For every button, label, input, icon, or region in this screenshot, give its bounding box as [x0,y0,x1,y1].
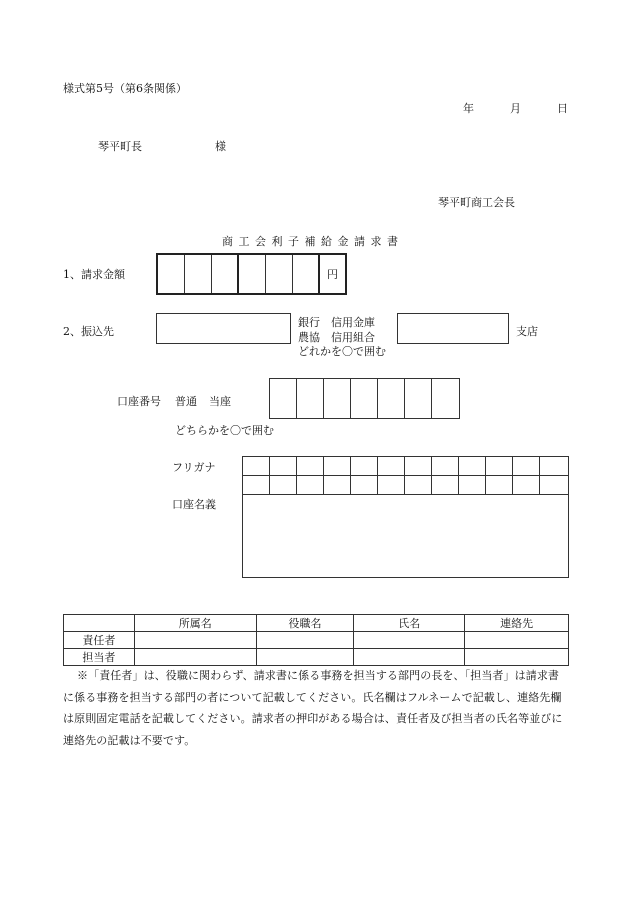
furigana-cell[interactable] [270,476,297,494]
account-holder-field[interactable] [242,494,569,578]
issuer-name: 琴平町商工会長 [438,196,515,209]
furigana-cell[interactable] [459,457,486,475]
bank-name-field[interactable] [156,313,291,344]
contact-header-department: 所属名 [134,615,256,632]
branch-label: 支店 [516,325,538,338]
furigana-label: フリガナ [172,461,216,474]
furigana-cell[interactable] [432,476,459,494]
instructions-note: ※「責任者」は、役職に関わらず、請求書に係る事務を担当する部門の長を、「担当者」は請求書に係る事務を担当する部門の者について記載してください。氏名欄はフルネームで記載し、連絡先欄は原則固定電話を記載してください。請求者の押印がある場合は、責任者及び担当者の氏名等並びに連絡先の記載は不要です。 [63,669,563,747]
name-cell[interactable] [354,632,465,649]
row-role-label: 責任者 [64,632,135,649]
position-cell[interactable] [256,632,354,649]
contact-header-name: 氏名 [354,615,465,632]
account-type-regular: 普通 [175,395,197,408]
addressee-honorific: 様 [215,140,226,153]
date-year-label: 年 [463,102,474,115]
contact-header-position: 役職名 [256,615,354,632]
furigana-cell[interactable] [243,457,270,475]
department-cell[interactable] [134,632,256,649]
row-role-label: 担当者 [64,649,135,666]
bank-type-line2: 農協 信用組合 [298,330,375,344]
account-digit-cell[interactable] [270,379,297,418]
amount-label: 1、請求金額 [63,268,125,281]
furigana-cell[interactable] [513,457,540,475]
contact-cell[interactable] [465,632,569,649]
furigana-row-2[interactable] [242,475,569,495]
amount-digit-cell[interactable] [266,255,293,293]
furigana-cell[interactable] [351,476,378,494]
furigana-cell[interactable] [324,457,351,475]
furigana-cell[interactable] [297,457,324,475]
table-row [64,632,569,649]
furigana-cell[interactable] [540,457,568,475]
furigana-cell[interactable] [486,457,513,475]
account-number-boxes[interactable] [269,378,460,419]
furigana-cell[interactable] [540,476,568,494]
furigana-cell[interactable] [351,457,378,475]
bank-type-note: どれかを〇で囲む [298,345,386,358]
furigana-cell[interactable] [378,476,405,494]
furigana-cell[interactable] [297,476,324,494]
furigana-cell[interactable] [459,476,486,494]
bank-type-options [298,316,386,360]
account-type-checking: 当座 [209,395,231,408]
furigana-cell[interactable] [513,476,540,494]
account-holder-label: 口座名義 [172,498,216,511]
furigana-cell[interactable] [324,476,351,494]
furigana-cell[interactable] [270,457,297,475]
furigana-cell[interactable] [243,476,270,494]
furigana-cell[interactable] [486,476,513,494]
account-digit-cell[interactable] [297,379,324,418]
addressee-title: 琴平町長 [98,140,142,153]
bank-type-line1: 銀行 信用金庫 [298,316,375,329]
contact-cell[interactable] [465,649,569,666]
document-title: 商 工 会 利 子 補 給 金 請 求 書 [222,235,399,248]
furigana-cell[interactable] [405,457,432,475]
position-cell[interactable] [256,649,354,666]
account-digit-cell[interactable] [378,379,405,418]
department-cell[interactable] [134,649,256,666]
contact-header-blank [64,615,135,632]
amount-digit-cell[interactable] [185,255,212,293]
contact-table [63,614,569,666]
form-number: 様式第5号（第6条関係） [63,82,187,95]
contact-header-contact: 連絡先 [465,615,569,632]
amount-digit-cell[interactable] [212,255,239,293]
amount-digit-cell[interactable] [158,255,185,293]
amount-digit-cell[interactable] [293,255,320,293]
contact-table-header [64,615,569,632]
furigana-row-1[interactable] [242,456,569,476]
account-digit-cell[interactable] [351,379,378,418]
table-row [64,649,569,666]
amount-digit-cell[interactable] [239,255,266,293]
date-day-label: 日 [557,102,568,115]
transfer-label: 2、振込先 [63,325,114,338]
amount-unit: 円 [327,268,338,281]
account-digit-cell[interactable] [432,379,459,418]
name-cell[interactable] [354,649,465,666]
furigana-cell[interactable] [405,476,432,494]
account-number-label: 口座番号 [117,395,161,408]
furigana-cell[interactable] [432,457,459,475]
amount-digit-boxes[interactable] [156,253,347,295]
date-month-label: 月 [510,102,521,115]
account-type-note: どちらかを〇で囲む [175,424,274,437]
furigana-cell[interactable] [378,457,405,475]
branch-name-field[interactable] [397,313,509,344]
account-digit-cell[interactable] [324,379,351,418]
account-digit-cell[interactable] [405,379,432,418]
